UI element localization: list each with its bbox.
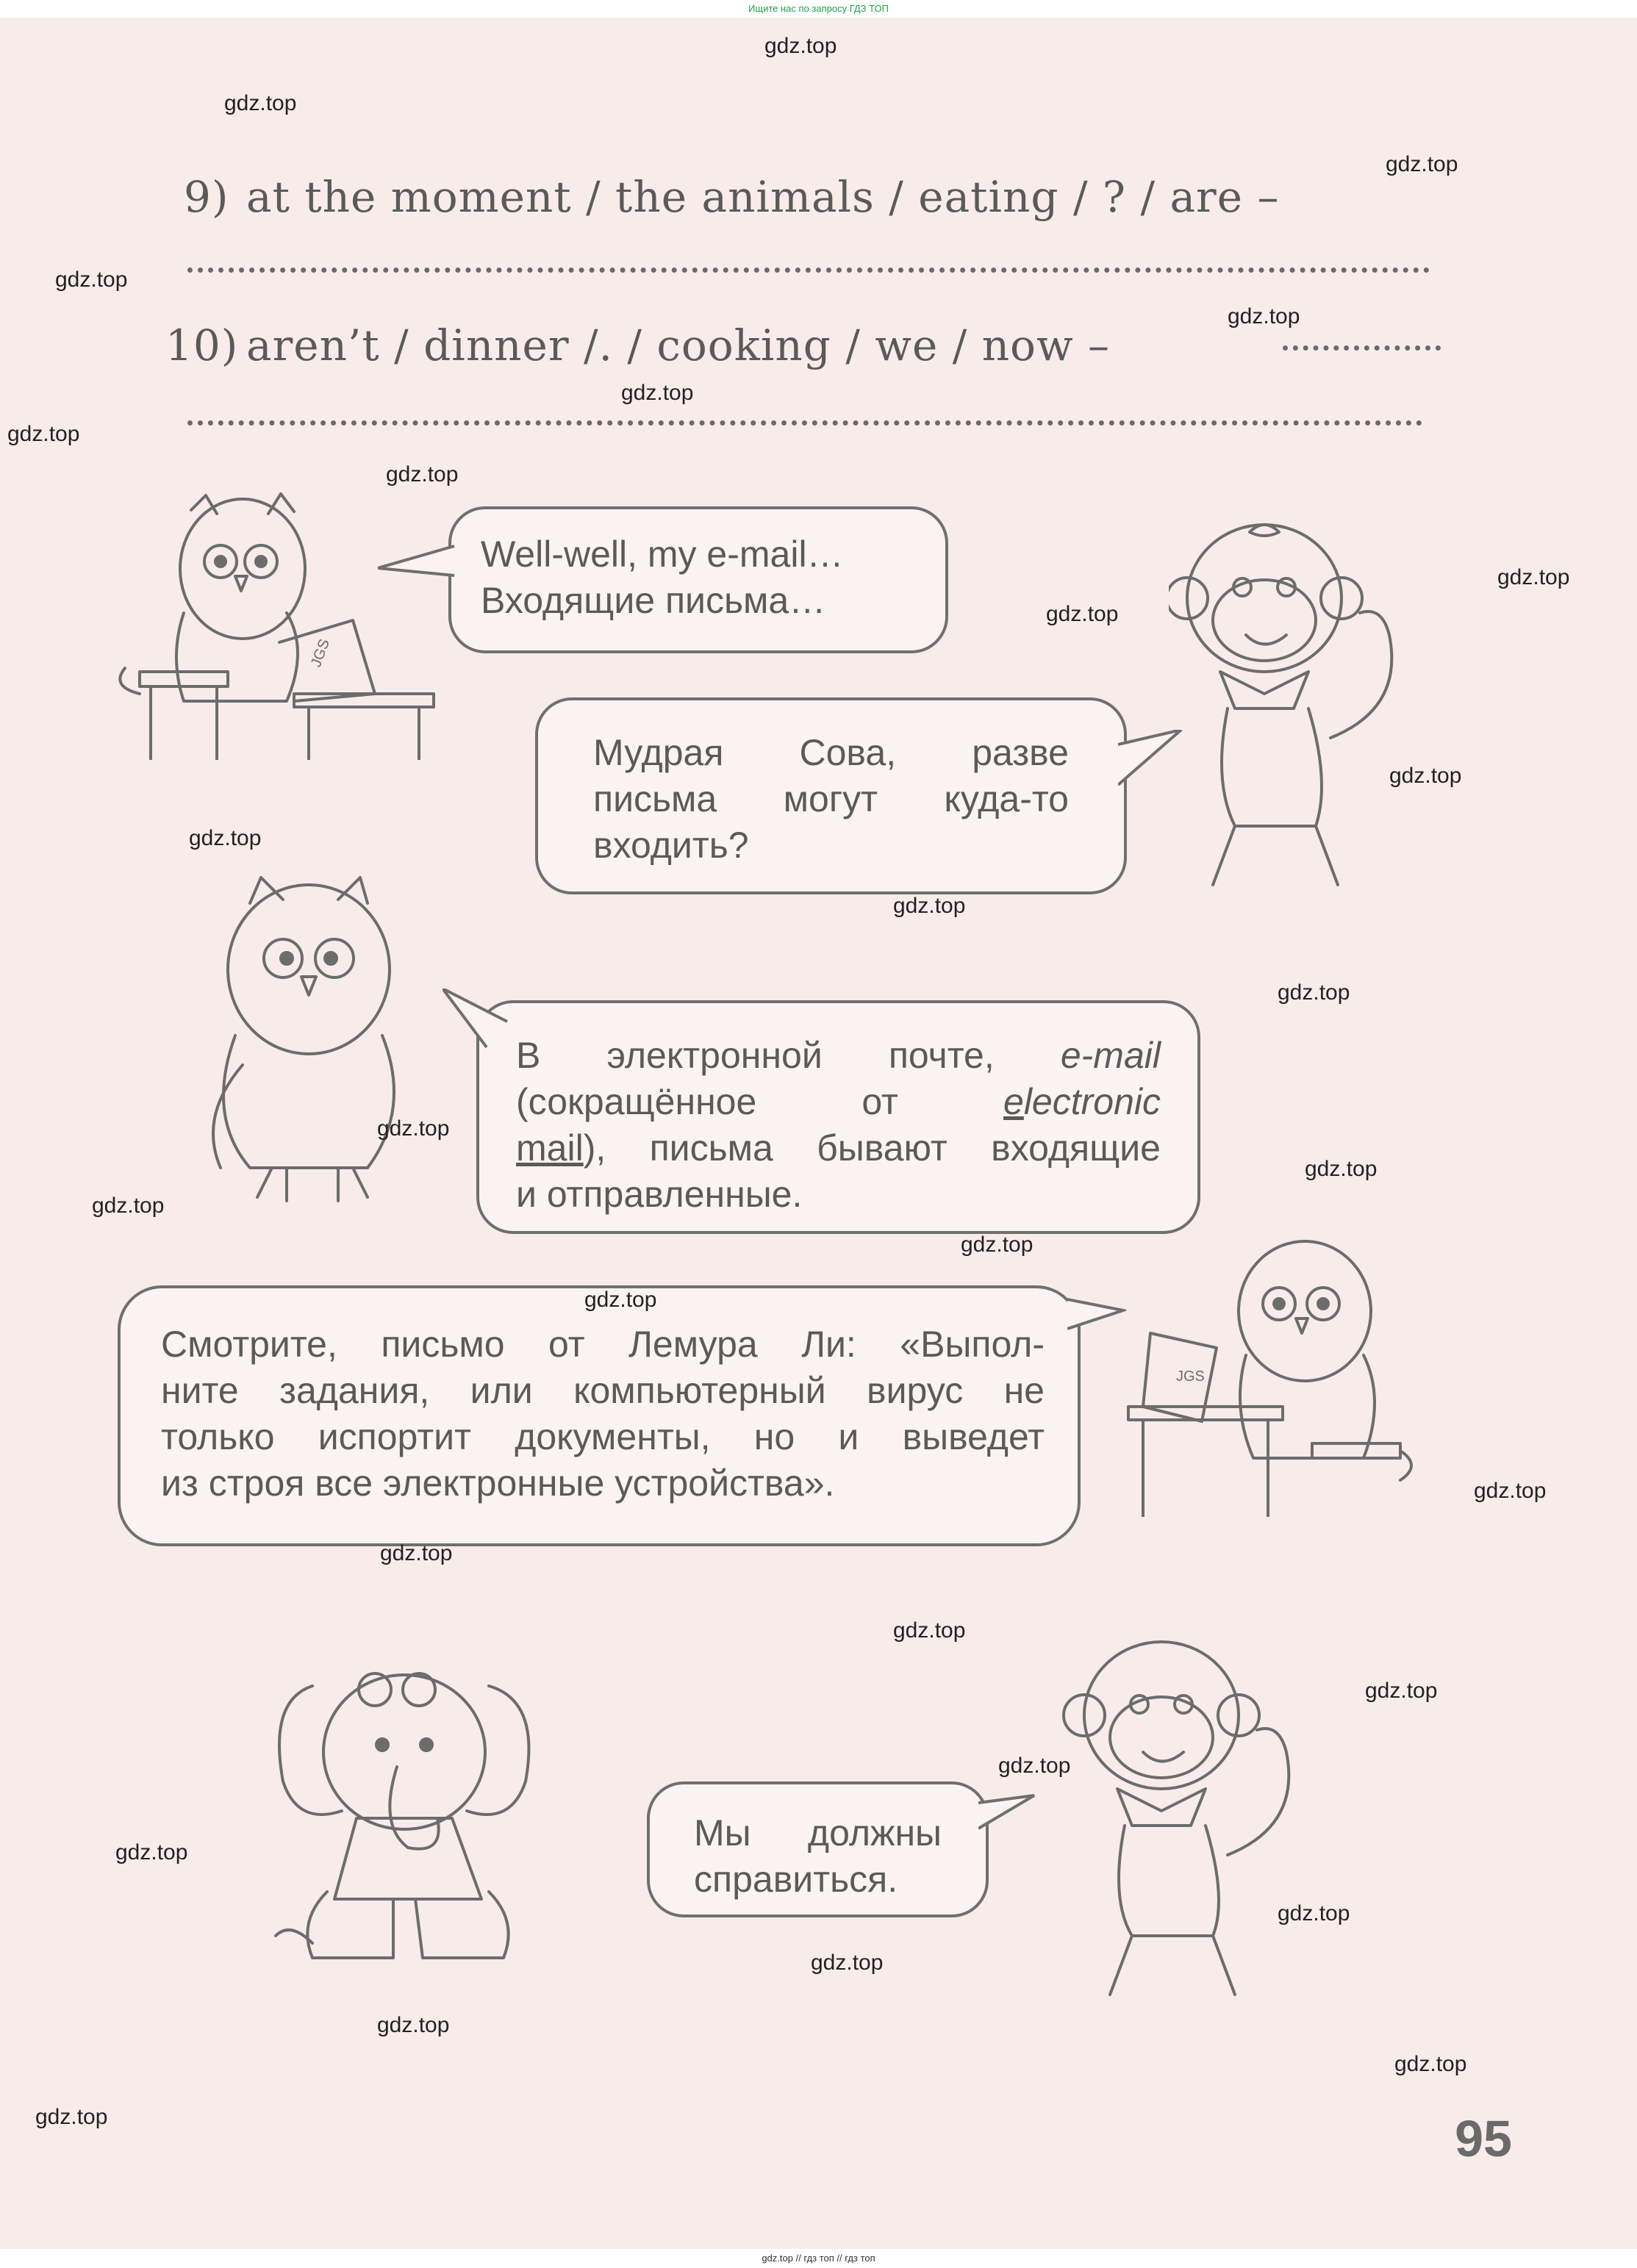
watermark: gdz.top [1278, 980, 1350, 1005]
watermark: gdz.top [621, 381, 694, 405]
bubble-tail [978, 1792, 1037, 1836]
watermark: gdz.top [115, 1840, 188, 1865]
answer-line-10b[interactable] [187, 420, 1422, 426]
answer-line-10a[interactable] [1283, 345, 1441, 351]
elephant-illustration [268, 1657, 540, 1980]
watermark: gdz.top [1228, 304, 1300, 329]
owl-3-line-1: Смотрите, письмо от Лемура Ли: «Выпол- [161, 1324, 1045, 1365]
watermark: gdz.top [224, 91, 297, 115]
watermark: gdz.top [189, 826, 262, 850]
owl-2-line-4: и отправленные. [516, 1174, 803, 1215]
watermark: gdz.top [377, 1116, 450, 1141]
watermark: gdz.top [893, 894, 966, 918]
watermark: gdz.top [811, 1951, 884, 1975]
e-mail-term: e-mail [1060, 1035, 1161, 1076]
owl-2-line-1 [516, 1033, 1161, 1079]
mail-term: mail [516, 1127, 584, 1169]
owl-1-line-2: Входящие письма… [481, 580, 826, 621]
watermark: gdz.top [1365, 1679, 1438, 1703]
answer-line-9[interactable] [187, 268, 1430, 273]
watermark: gdz.top [1046, 602, 1119, 626]
bubble-tail [1067, 1292, 1126, 1336]
watermark: gdz.top [380, 1541, 453, 1565]
watermark: gdz.top [961, 1232, 1034, 1257]
monkey-2-line-1: Мы должны [694, 1812, 942, 1853]
owl-3-line-2: ните задания, или компьютерный вирус не [161, 1370, 1045, 1411]
electronic-e: e [1003, 1081, 1024, 1122]
watermark: gdz.top [1389, 764, 1462, 788]
watermark: gdz.top [7, 422, 80, 446]
exercise-9-text: at the moment / the animals / eating / ? / are – [246, 172, 1280, 222]
monkey-illustration-2 [1059, 1634, 1301, 2002]
owl-illustration [191, 874, 434, 1219]
owl-at-laptop-illustration-2 [1121, 1223, 1430, 1517]
monkey-1-line-1: Мудрая Сова, разве [593, 732, 1069, 773]
watermark: gdz.top [35, 2105, 108, 2129]
owl-3-line-4: из строя все электронные устройства». [161, 1463, 835, 1504]
watermark: gdz.top [386, 462, 459, 487]
exercise-10-text: aren’t / dinner /. / cooking / we / now – [246, 320, 1111, 370]
workbook-page [0, 18, 1637, 2249]
bubble-tail [443, 988, 509, 1055]
watermark: gdz.top [1305, 1157, 1378, 1181]
owl-1-line-1: Well-well, my e-mail… [481, 534, 844, 575]
monkey-2-line-2: справиться. [694, 1859, 898, 1900]
speech-bubble-owl-2 [476, 1000, 1200, 1234]
owl-2-line-3-text: ), письма бывают входящие [583, 1127, 1161, 1169]
watermark: gdz.top [1386, 152, 1458, 176]
watermark: gdz.top [1474, 1479, 1547, 1503]
watermark: gdz.top [377, 2013, 450, 2037]
watermark: gdz.top [998, 1754, 1071, 1778]
speech-bubble-owl-3 [118, 1285, 1081, 1546]
watermark: gdz.top [55, 268, 128, 292]
bottom-banner: gdz.top // гдз топ // гдз топ [762, 2253, 875, 2264]
owl-3-line-3: только испортит документы, но и выведет [161, 1416, 1045, 1457]
speech-bubble-owl-1 [448, 506, 948, 653]
watermark: gdz.top [1278, 1901, 1350, 1926]
owl-at-laptop-illustration [110, 481, 448, 760]
laptop-label-2: JGS [1176, 1368, 1205, 1385]
speech-bubble-monkey-2 [647, 1781, 989, 1917]
owl-2-line-2 [516, 1079, 1161, 1125]
owl-2-line-1-text: В электронной почте, [516, 1035, 995, 1076]
electronic-term [1003, 1081, 1161, 1122]
top-banner: Ищите нас по запросу ГДЗ ТОП [748, 3, 889, 14]
page-number: 95 [1455, 2110, 1512, 2167]
watermark: gdz.top [893, 1618, 966, 1643]
watermark: gdz.top [1497, 565, 1570, 589]
owl-2-line-3 [516, 1125, 1161, 1171]
monkey-illustration [1169, 517, 1411, 900]
monkey-1-line-2: письма могут куда-то [593, 778, 1069, 819]
bubble-tail [1118, 730, 1184, 789]
laptop-label: JGS [308, 636, 334, 670]
monkey-1-line-3: входить? [593, 825, 749, 866]
owl-2-line-2-text: (сокращённое от [516, 1081, 898, 1122]
exercise-9-number: 9) [184, 172, 229, 222]
watermark: gdz.top [1394, 2052, 1467, 2076]
watermark: gdz.top [764, 34, 837, 58]
exercise-10-number: 10) [165, 320, 239, 370]
bubble-tail [378, 539, 459, 583]
watermark: gdz.top [584, 1288, 657, 1312]
electronic-rest: lectronic [1023, 1081, 1161, 1122]
watermark: gdz.top [92, 1194, 165, 1218]
speech-bubble-monkey-1 [535, 697, 1127, 894]
